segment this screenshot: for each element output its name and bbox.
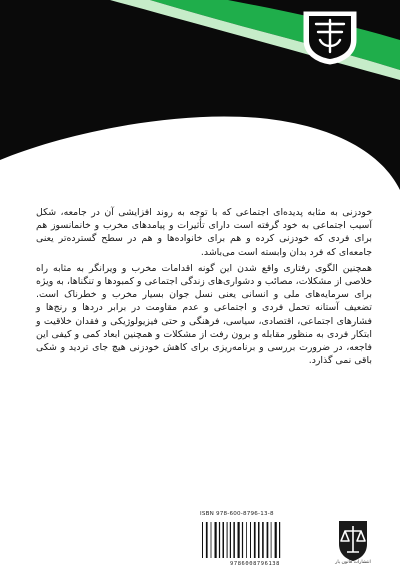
barcode-bar [279, 522, 280, 558]
barcode-bar [275, 522, 277, 558]
barcode-bar [238, 522, 240, 558]
barcode-bar [211, 522, 212, 558]
barcode-bar [233, 522, 235, 558]
back-cover-blurb [36, 206, 372, 370]
publisher-caption: انتشارات قانون یار [335, 560, 371, 565]
barcode-bar [246, 522, 247, 558]
barcode-bar [223, 522, 225, 558]
barcode-bar [258, 522, 260, 558]
blurb-paragraph: همچنین الگوی رفتاری واقع شدن این گونه اقدامات مخرب و ویرانگر به مثابه راه خلاصی از مشکلات، مصائب و دشواری‌های زندگی اجتماعی و کمبودها و تنگناها، به ویژه برای سرمایه‌های ملی و انسانی یعنی نسل جوان بسیار مخرب و خطرناک است. تضعیف آستانه تحمل فردی و اجتماعی و عدم مقاومت در برابر دردها و رنج‌ها و فشارهای اجتماعی، اقتصادی، سیاسی، فرهنگی و حتی فیزیولوژیکی و فقدان خلاقیت و ابتکار فردی به منظور مقابله و برون رفت از مشکلات و همچنین ابعاد کمی و کیفی این فاجعه، در ضرورت بررسی و برنامه‌ریزی برای کاهش خودزنی هیچ جای تردید و شکی باقی نمی گذارد. [36, 262, 372, 367]
barcode-bar [242, 522, 243, 558]
barcode [198, 520, 308, 560]
barcode-bar [271, 522, 272, 558]
barcode-bar [262, 522, 264, 558]
blurb-paragraph: خودزنی به مثابه پدیده‌ای اجتماعی که با توجه به روند افزایشی آن در جامعه، شکل آسیب اجتماعی به خود گرفته است دارای تأثیرات و پیامدهای مخرب و خانمانسوز هم برای فردی که خودزنی کرده و هم برای خانواده‌ها و هم در سطح گسترده‌تر یعنی جامعه‌ای که فرد بدان وابسته است می‌باشد. [36, 207, 372, 258]
barcode-bar [219, 522, 220, 558]
barcode-bar [230, 522, 231, 558]
barcode-bar [206, 522, 208, 558]
barcode-bar [215, 522, 217, 558]
barcode-bar [202, 522, 203, 558]
barcode-bar [254, 522, 256, 558]
barcode-bar [267, 522, 269, 558]
barcode-bar [227, 522, 228, 558]
publisher-scales-icon [336, 518, 370, 562]
isbn-label: ISBN 978-600-8796-13-8 [200, 511, 274, 517]
publisher-emblem-icon [296, 6, 364, 66]
barcode-number: 9786008796138 [230, 561, 280, 567]
barcode-bar [250, 522, 251, 558]
